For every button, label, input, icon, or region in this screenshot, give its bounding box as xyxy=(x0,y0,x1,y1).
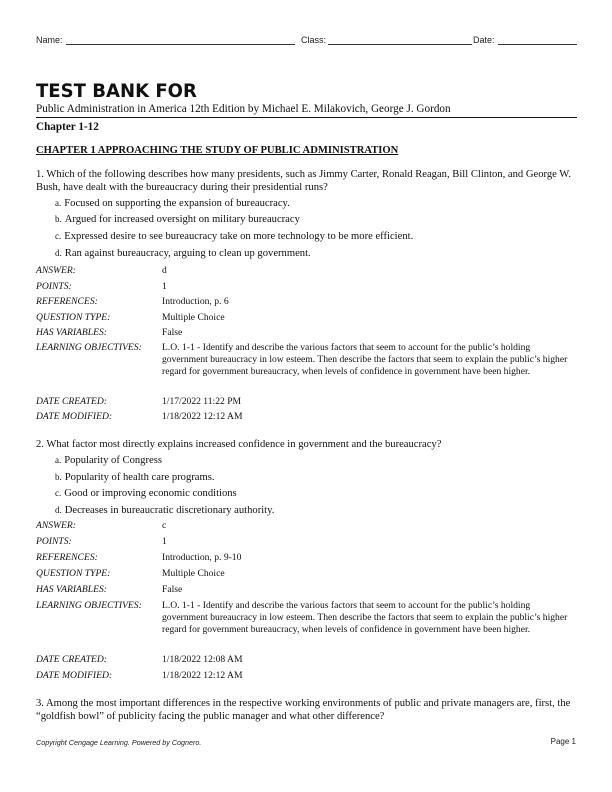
question-2-has-variables: False xyxy=(162,584,183,595)
question-1-answer: d xyxy=(162,265,167,276)
question-2-option-a xyxy=(55,454,162,467)
points-label: POINTS: xyxy=(36,536,72,547)
question-2-option-b xyxy=(55,471,215,484)
question-1-date-created: 1/17/2022 11:22 PM xyxy=(162,396,242,407)
title-divider xyxy=(36,117,577,118)
question-1-points: 1 xyxy=(162,281,167,292)
option-text: Argued for increased oversight on military bureaucracy xyxy=(64,214,300,225)
question-2-references: Introduction, p. 9-10 xyxy=(162,552,242,563)
footer-page-number: Page 1 xyxy=(550,737,576,746)
answer-label: ANSWER: xyxy=(36,520,76,531)
question-1-option-a xyxy=(55,197,290,210)
has-variables-label: HAS VARIABLES: xyxy=(36,327,107,338)
answer-label: ANSWER: xyxy=(36,265,76,276)
option-letter: b. xyxy=(55,214,62,224)
learning-objectives-label: LEARNING OBJECTIVES: xyxy=(36,600,142,611)
class-field[interactable] xyxy=(328,44,472,45)
learning-objectives-label: LEARNING OBJECTIVES: xyxy=(36,342,142,353)
class-label: Class: xyxy=(301,35,327,45)
date-field[interactable] xyxy=(498,44,577,45)
question-2-date-created: 1/18/2022 12:08 AM xyxy=(162,654,243,665)
question-2-learning-objectives: L.O. 1-1 - Identify and describe the various factors that seem to account for the public’s holding government bureaucracy in low esteem. Then describe the factors that seem to explain the public’s higher regard for government bureaucracy, when levels of confidence in government have been higher. xyxy=(162,600,568,635)
date-modified-label: DATE MODIFIED: xyxy=(36,670,113,681)
question-2-answer: c xyxy=(162,520,167,531)
question-1-has-variables: False xyxy=(162,327,183,338)
question-1-text: 1. Which of the following describes how many presidents, such as Jimmy Carter, Ronald Reagan, Bill Clinton, and George W. Bush, have dealt with the bureaucracy during their presidential runs? xyxy=(36,169,571,193)
option-text: Popularity of health care programs. xyxy=(64,472,215,483)
question-1-date-modified: 1/18/2022 12:12 AM xyxy=(162,411,243,422)
question-2-points: 1 xyxy=(162,536,167,547)
option-letter: d. xyxy=(55,505,62,515)
question-type-label: QUESTION TYPE: xyxy=(36,568,111,579)
date-created-label: DATE CREATED: xyxy=(36,396,107,407)
name-field[interactable] xyxy=(66,44,295,45)
references-label: REFERENCES: xyxy=(36,552,98,563)
question-2-option-d xyxy=(55,504,274,517)
date-created-label: DATE CREATED: xyxy=(36,654,107,665)
option-text: Expressed desire to see bureaucracy take on more technology to be more efficient. xyxy=(64,231,414,242)
option-letter: a. xyxy=(55,455,62,465)
question-1-references: Introduction, p. 6 xyxy=(162,296,229,307)
question-2-date-modified: 1/18/2022 12:12 AM xyxy=(162,670,243,681)
option-text: Ran against bureaucracy, arguing to clean up government. xyxy=(64,248,311,259)
footer-copyright: Copyright Cengage Learning. Powered by Cognero. xyxy=(36,738,202,747)
question-2-option-c xyxy=(55,487,237,500)
name-label: Name: xyxy=(36,35,63,45)
chapter-heading: CHAPTER 1 APPROACHING THE STUDY OF PUBLIC ADMINISTRATION xyxy=(36,145,399,156)
references-label: REFERENCES: xyxy=(36,296,98,307)
option-text: Good or improving economic conditions xyxy=(64,488,237,499)
question-1-option-b xyxy=(55,213,300,226)
date-modified-label: DATE MODIFIED: xyxy=(36,411,113,422)
option-letter: d. xyxy=(55,248,62,258)
question-1-learning-objectives: L.O. 1-1 - Identify and describe the various factors that seem to account for the public’s holding government bureaucracy in low esteem. Then describe the factors that seem to explain the public’s higher regard for government bureaucracy, when levels of confidence in government have been higher. xyxy=(162,342,568,377)
question-type-label: QUESTION TYPE: xyxy=(36,312,111,323)
option-letter: b. xyxy=(55,472,62,482)
option-text: Focused on supporting the expansion of bureaucracy. xyxy=(64,198,290,209)
book-subtitle: Public Administration in America 12th Edition by Michael E. Milakovich, George J. Gordon xyxy=(36,103,451,115)
option-text: Decreases in bureaucratic discretionary authority. xyxy=(64,505,275,516)
student-info-line xyxy=(36,35,577,49)
question-3-text: 3. Among the most important differences in the respective working environments of public and private managers are, first, the “goldfish bowl” of publicity facing the public manager and what other difference? xyxy=(36,698,571,722)
option-letter: c. xyxy=(55,231,62,241)
question-1-option-c xyxy=(55,230,413,243)
question-2-text: 2. What factor most directly explains increased confidence in government and the bureaucracy? xyxy=(36,439,442,450)
points-label: POINTS: xyxy=(36,281,72,292)
question-2-type: Multiple Choice xyxy=(162,568,225,579)
question-1-option-d xyxy=(55,247,311,260)
option-text: Popularity of Congress xyxy=(64,455,162,466)
option-letter: c. xyxy=(55,488,62,498)
chapter-range: Chapter 1-12 xyxy=(36,121,99,133)
has-variables-label: HAS VARIABLES: xyxy=(36,584,107,595)
question-1-type: Multiple Choice xyxy=(162,312,225,323)
date-label: Date: xyxy=(473,35,495,45)
option-letter: a. xyxy=(55,198,62,208)
document-title: TEST BANK FOR xyxy=(36,80,197,102)
